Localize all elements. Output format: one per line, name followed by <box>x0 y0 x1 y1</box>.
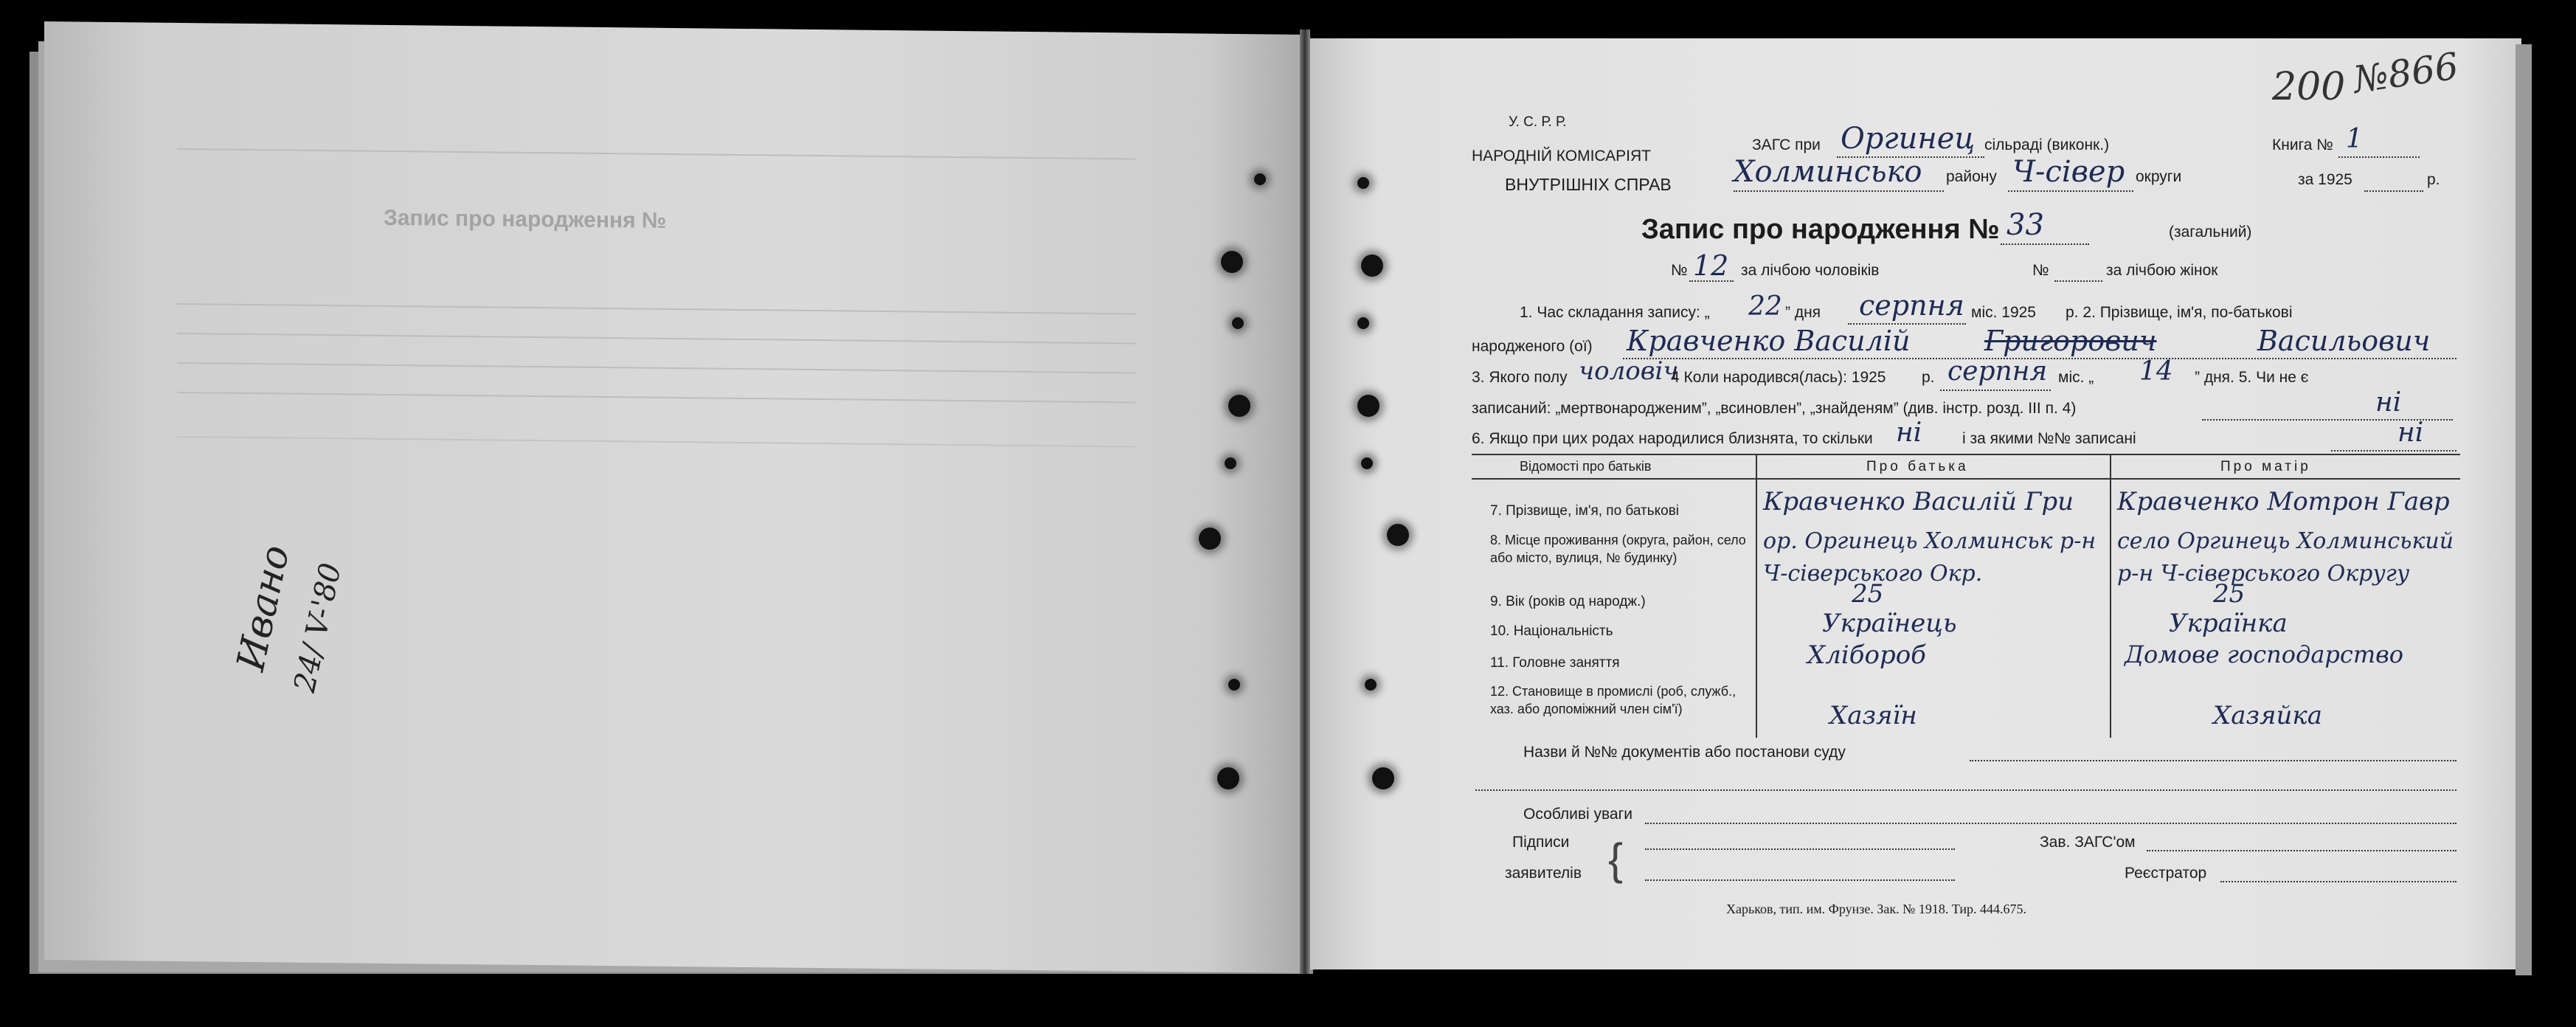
signatures-label-1: Підписи <box>1512 834 1570 851</box>
row-12-mother: Хазяйка <box>2213 701 2323 730</box>
field-4-label: 4 Коли народився(лась): 1925 <box>1671 369 1886 386</box>
twins-records: ні <box>2397 418 2424 448</box>
row-12-label: 12. Становище в промислі (роб, служб., хаз. або допоміжний член сім'ї) <box>1490 684 1737 716</box>
book-value: 1 <box>2346 124 2363 154</box>
child-patronymic: Васильович <box>2257 325 2431 357</box>
record-day: 22 <box>1748 291 1782 322</box>
field-4-r: р. <box>1922 369 1935 386</box>
twins-value: ні <box>1896 418 1922 448</box>
row-10-label: 10. Національність <box>1490 623 1613 639</box>
row-8-label: 8. Місце проживання (округа, район, село або місто, вулиця, № будинку) <box>1490 533 1746 565</box>
record-general: (загальний) <box>2169 224 2252 241</box>
row-9-mother: 25 <box>2213 579 2246 609</box>
child-name-struck: Григорович <box>1984 325 2157 357</box>
men-no-value: 12 <box>1693 249 1729 282</box>
field-5-label: ” дня. 5. Чи не є <box>2195 369 2309 386</box>
men-label: за лічбою чоловіків <box>1741 262 1880 279</box>
left-handwritten-note: Ивано <box>229 541 299 675</box>
book-gutter <box>1300 30 1310 974</box>
signatures-label-2: заявителів <box>1505 865 1582 882</box>
women-no-label: № <box>2032 262 2049 279</box>
commissariat-line1: НАРОДНІЙ КОМІСАРІЯТ <box>1472 148 1651 165</box>
year-suffix: р. <box>2427 171 2440 188</box>
row-12-father: Хазяїн <box>1829 701 1917 730</box>
field-6-label: 6. Якщо при цих родах народилися близнята, то скільки <box>1472 430 1873 447</box>
field-6-records-label: і за якими №№ записані <box>1962 430 2136 447</box>
field-3-label: 3. Якого полу <box>1472 369 1568 386</box>
row-11-label: 11. Головне заняття <box>1490 655 1620 671</box>
field-2-prefix: народженого (ої) <box>1472 338 1593 355</box>
zags-village: Оргинец <box>1841 122 1976 156</box>
field-4-month-label: міс. „ <box>2058 369 2094 386</box>
row-9-label: 9. Вік (років од народж.) <box>1490 594 1646 609</box>
field-5-value: ні <box>2375 387 2402 418</box>
signatures-brace: { <box>1608 834 1624 884</box>
row-7-label: 7. Прізвище, ім'я, по батькові <box>1490 503 1680 519</box>
women-label: за лічбою жінок <box>2106 262 2218 279</box>
field-1-year: міс. 1925 <box>1971 304 2036 321</box>
table-header-info: Відомості про батьків <box>1520 459 1652 474</box>
row-11-mother: Домове господарство <box>2125 640 2404 668</box>
silradi-label: сільраді (виконк.) <box>1984 136 2110 153</box>
left-page <box>44 21 1306 973</box>
raion-name: Холминсько <box>1734 155 1922 189</box>
corner-number-2: №866 <box>2350 44 2462 102</box>
table-header-mother: Про матір <box>2220 459 2311 474</box>
raionu-label: району <box>1946 168 1997 185</box>
record-month: серпня <box>1859 289 1964 322</box>
documents-label: Назви й №№ документів або постанови суду <box>1523 744 1846 761</box>
year-prefix: за 1925 <box>2298 171 2352 188</box>
book-label: Книга № <box>2272 136 2333 153</box>
faded-heading: Запис про народження № <box>384 205 667 233</box>
field-1-day-label: ” дня <box>1785 304 1821 321</box>
zags-head-label: Зав. ЗАГС'ом <box>2040 834 2136 851</box>
registrar-label: Реєстратор <box>2125 865 2207 882</box>
okrugy-label: округи <box>2136 168 2182 185</box>
special-notes-label: Особливі уваги <box>1523 806 1632 823</box>
row-10-mother: Українка <box>2169 609 2288 638</box>
corner-number-1: 200 <box>2272 65 2346 109</box>
row-8-father: ор. Оргинець Холминськ р-н Ч-сіверського Окр. <box>1763 528 2097 587</box>
birth-day: 14 <box>2139 356 2173 387</box>
printer-imprint: Харьков, тип. им. Фрунзе. Зак. № 1918. Тир. 444.675. <box>1726 902 2027 916</box>
row-8-mother: село Оргинець Холминський р-н Ч-сіверського Округу <box>2117 528 2454 587</box>
row-10-father: Українець <box>1822 609 1957 638</box>
record-number: 33 <box>2007 208 2044 242</box>
row-7-father: Кравченко Василій Гри <box>1763 487 2074 516</box>
zags-pri-label: ЗАГС при <box>1752 136 1821 153</box>
sex-value: чоловіч <box>1579 356 1679 386</box>
ussr-label: У. С. Р. Р. <box>1509 114 1567 130</box>
left-handwritten-date: 24/ V-'80 <box>288 560 348 696</box>
field-5-text: записаний: „мертвонародженим”, „всиновлен”, „знайденям” (див. інстр. розд. III п. 4) <box>1472 400 2077 417</box>
commissariat-line2: ВНУТРІШНІХ СПРАВ <box>1505 175 1672 194</box>
birth-month: серпня <box>1947 356 2048 387</box>
record-title: Запис про народження № <box>1641 214 2000 245</box>
okrug-name: Ч-сівер <box>2012 155 2125 189</box>
men-no-label: № <box>1671 262 1688 279</box>
row-7-mother: Кравченко Мотрон Гавр <box>2117 487 2450 516</box>
child-name: Кравченко Василій <box>1627 325 1911 357</box>
row-11-father: Хлібороб <box>1807 640 1926 670</box>
row-9-father: 25 <box>1852 579 1884 609</box>
right-page-edge <box>2516 44 2532 975</box>
field-2-label: р. 2. Прізвище, ім'я, по-батькові <box>2066 304 2293 321</box>
field-1-label: 1. Час складання запису: „ <box>1520 304 1710 321</box>
table-header-father: Про батька <box>1866 459 1969 474</box>
